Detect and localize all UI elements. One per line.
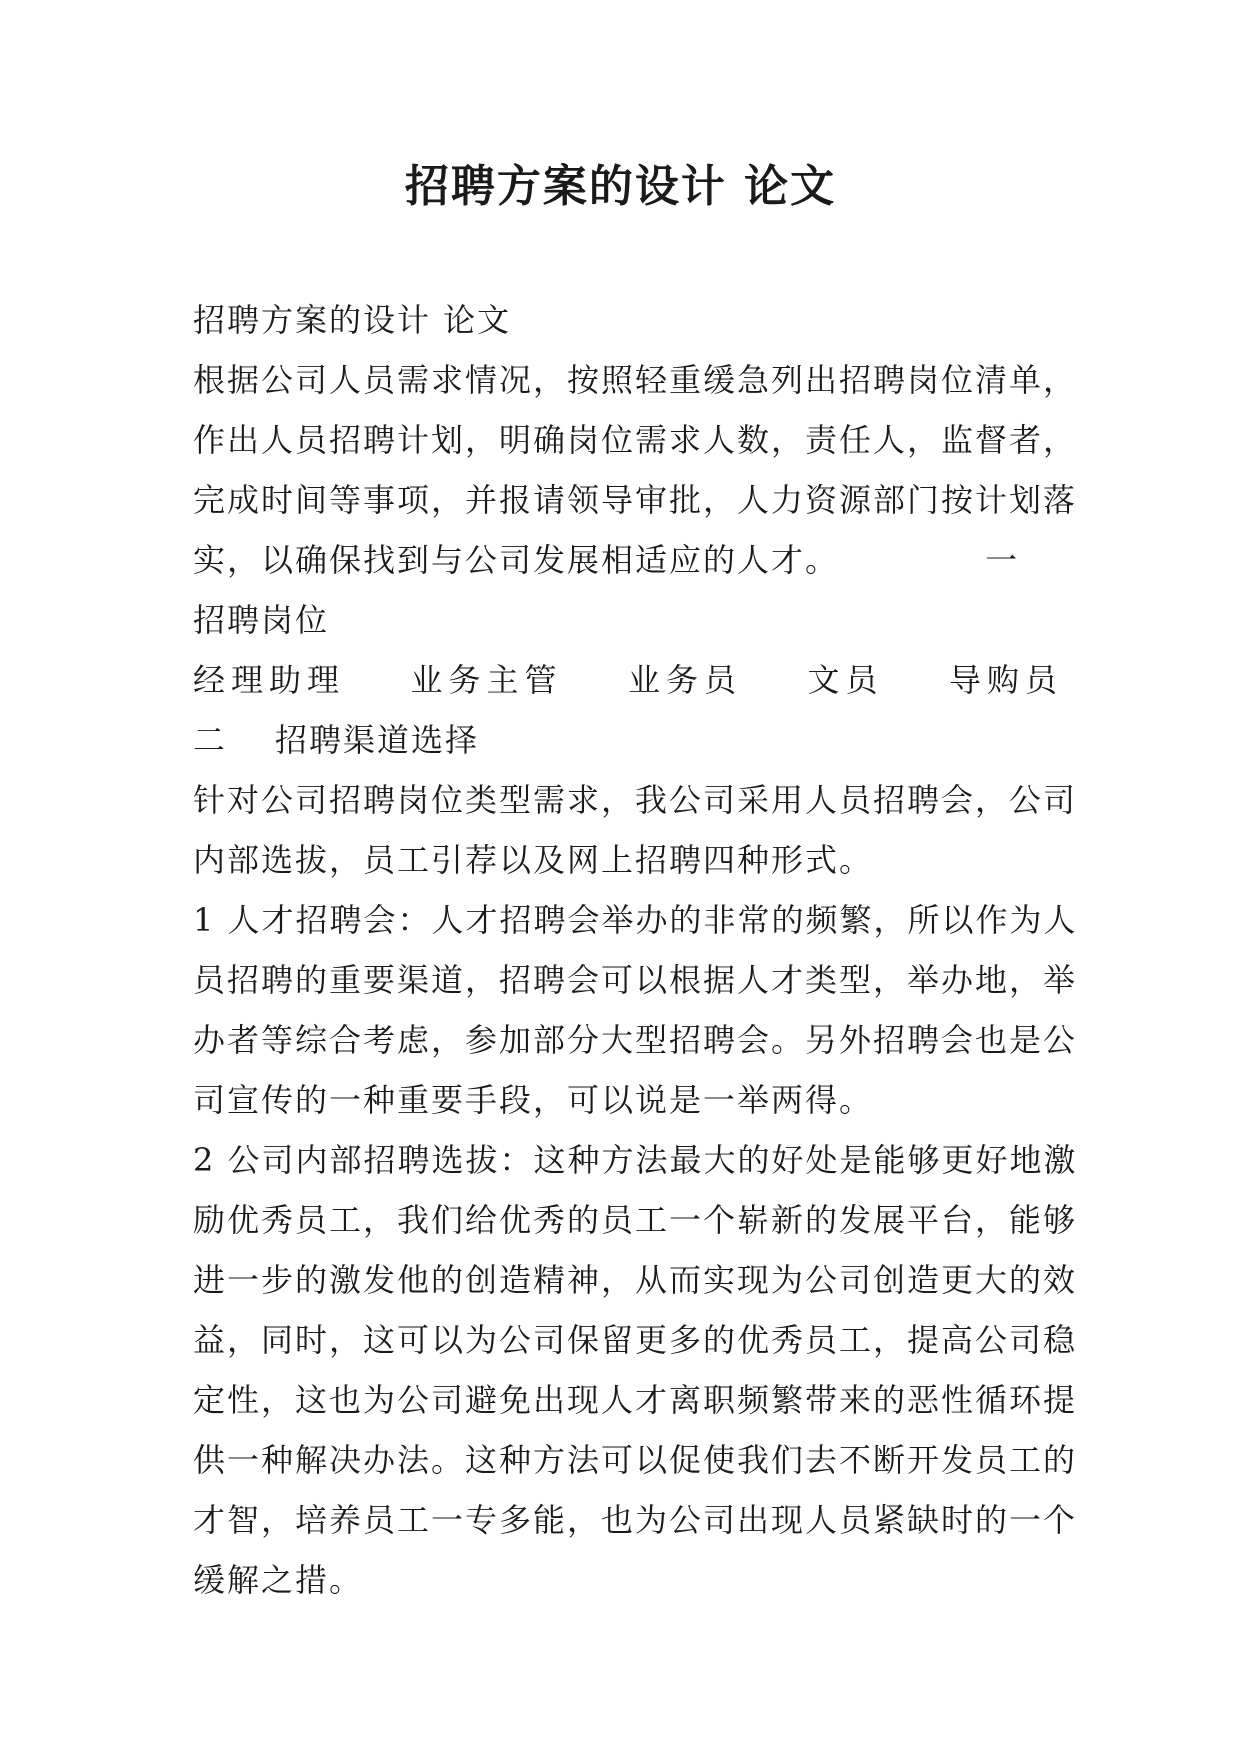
- text-line: 员招聘的重要渠道，招聘会可以根据人才类型，举办地，举: [193, 961, 1078, 999]
- document-title: 招聘方案的设计 论文: [404, 161, 837, 212]
- text-line: 内部选拔，员工引荐以及网上招聘四种形式。: [193, 841, 874, 879]
- section-heading-channels: [193, 710, 1063, 770]
- subtitle-line: 招聘方案的设计 论文: [193, 301, 512, 339]
- section-heading-text: 招聘渠道选择: [275, 721, 480, 759]
- position-item: 文员: [807, 661, 884, 699]
- text-line: 完成时间等事项，并报请领导审批，人力资源部门按计划落: [193, 481, 1078, 519]
- paragraph-job-fair: [193, 890, 1078, 1130]
- position-item: 业务主管: [410, 661, 563, 699]
- text-line: 缓解之措。: [193, 1561, 364, 1599]
- text-line: 办者等综合考虑，参加部分大型招聘会。另外招聘会也是公: [193, 1021, 1078, 1059]
- text-line: 针对公司招聘岗位类型需求，我公司采用人员招聘会，公司: [193, 781, 1078, 819]
- section-heading-positions: 招聘岗位: [193, 601, 330, 639]
- position-item: 导购员: [948, 661, 1063, 699]
- text-line: 1 人才招聘会：人才招聘会举办的非常的频繁，所以作为人: [193, 901, 1078, 939]
- document-body: [193, 290, 1078, 1610]
- text-line: 定性，这也为公司避免出现人才离职频繁带来的恶性循环提: [193, 1381, 1078, 1419]
- text-line: 供一种解决办法。这种方法可以促使我们去不断开发员工的: [193, 1441, 1078, 1479]
- text-line: 作出人员招聘计划，明确岗位需求人数，责任人，监督者，: [193, 421, 1078, 459]
- text-line: 司宣传的一种重要手段，可以说是一举两得。: [193, 1081, 874, 1119]
- text-line: 才智，培养员工一专多能，也为公司出现人员紧缺时的一个: [193, 1501, 1078, 1539]
- text-line: 根据公司人员需求情况，按照轻重缓急列出招聘岗位清单，: [193, 361, 1078, 399]
- text-line: 实，以确保找到与公司发展相适应的人才。 一: [193, 541, 1020, 579]
- section-number: 二: [193, 721, 228, 759]
- paragraph-channels: [193, 770, 1078, 890]
- text-line: 进一步的激发他的创造精神，从而实现为公司创造更大的效: [193, 1261, 1078, 1299]
- position-item: 业务员: [627, 661, 742, 699]
- positions-list: [193, 650, 1063, 710]
- text-line: 益，同时，这可以为公司保留更多的优秀员工，提高公司稳: [193, 1321, 1078, 1359]
- paragraph-internal-selection: [193, 1130, 1078, 1610]
- position-item: 经理助理: [193, 661, 346, 699]
- text-line: 励优秀员工，我们给优秀的员工一个崭新的发展平台，能够: [193, 1201, 1078, 1239]
- text-line: 2 公司内部招聘选拔：这种方法最大的好处是能够更好地激: [193, 1141, 1078, 1179]
